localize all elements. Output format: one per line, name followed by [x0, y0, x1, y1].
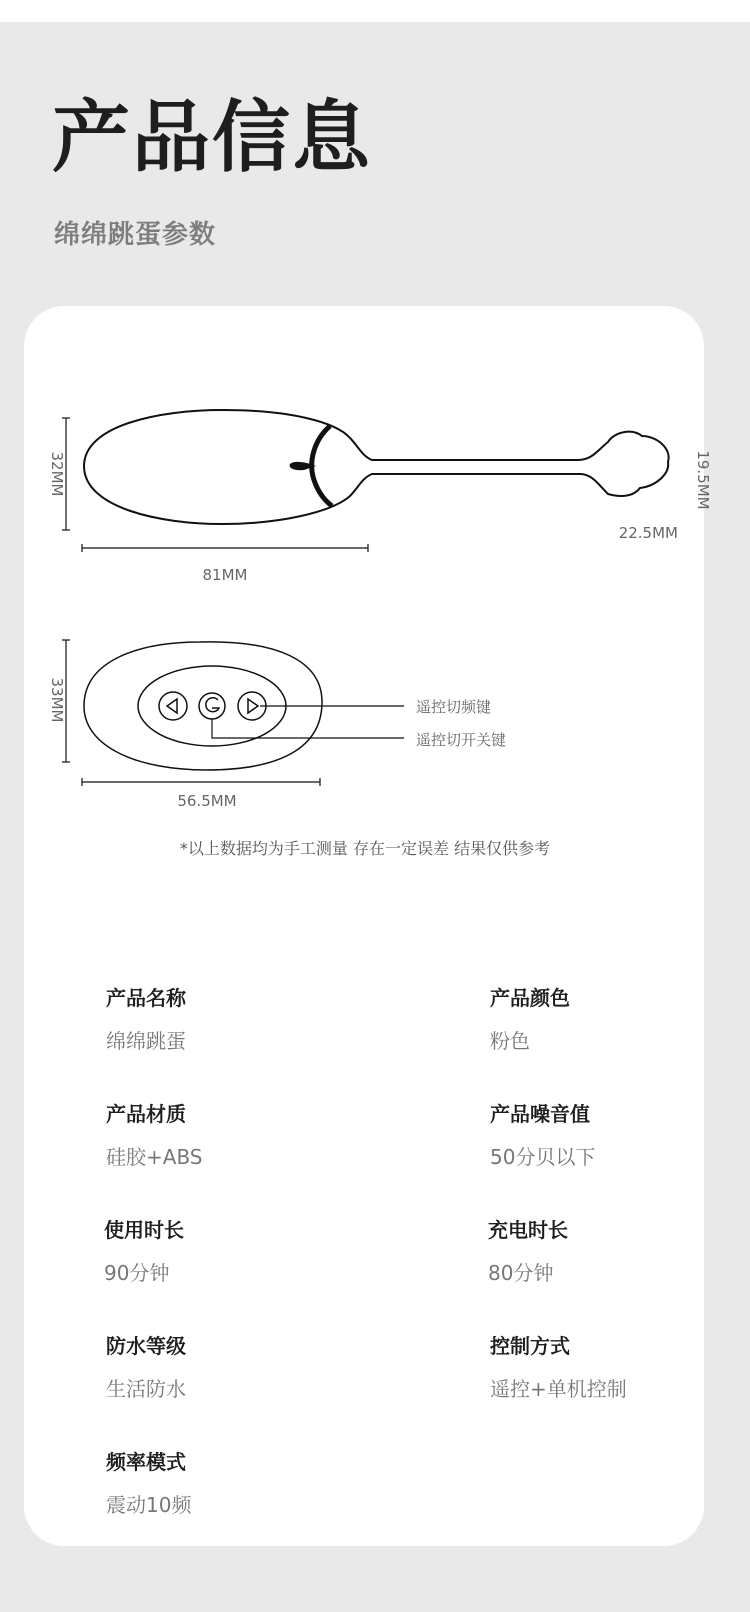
- remote-height-label: 33MM: [48, 677, 66, 723]
- spec-value: 90分钟: [104, 1261, 170, 1285]
- page-subtitle: 绵绵跳蛋参数: [54, 220, 217, 250]
- spec-item: [106, 1098, 203, 1170]
- spec-item: [104, 1214, 184, 1286]
- spec-item: [106, 1446, 191, 1518]
- remote-width-dimension: [82, 778, 320, 786]
- measurement-note: *以上数据均为手工测量 存在一定误差 结果仅供参考: [179, 839, 551, 858]
- spec-label: 防水等级: [106, 1334, 186, 1358]
- prev-button-icon: [159, 692, 187, 720]
- spec-item: [490, 1098, 595, 1170]
- spec-label: 产品颜色: [490, 986, 570, 1010]
- spec-item: [490, 1330, 627, 1402]
- page-title: 产品信息: [52, 93, 373, 183]
- frequency-key-label: 遥控切频键: [416, 698, 492, 716]
- spec-value: 粉色: [490, 1029, 530, 1053]
- power-key-label: 遥控切开关键: [416, 731, 507, 749]
- remote-width-label: 56.5MM: [177, 792, 237, 810]
- egg-length-label: 81MM: [202, 566, 248, 584]
- spec-item: [106, 1330, 186, 1402]
- spec-value: 震动10频: [106, 1493, 192, 1517]
- spec-value: 50分贝以下: [490, 1145, 596, 1169]
- spec-value: 80分钟: [488, 1261, 554, 1285]
- egg-outline: [84, 410, 669, 524]
- spec-label: 频率模式: [106, 1450, 186, 1474]
- spec-item: [488, 1214, 568, 1286]
- spec-value: 绵绵跳蛋: [106, 1029, 186, 1053]
- tail-width-label: 22.5MM: [618, 524, 678, 542]
- egg-length-dimension: [82, 544, 368, 552]
- spec-item: [106, 982, 186, 1054]
- spec-label: 控制方式: [490, 1334, 570, 1358]
- spec-value: 硅胶+ABS: [106, 1145, 203, 1169]
- spec-item: [490, 982, 570, 1054]
- spec-label: 产品材质: [106, 1102, 186, 1126]
- egg-height-label: 32MM: [48, 451, 66, 497]
- spec-value: 生活防水: [106, 1377, 186, 1401]
- spec-label: 产品名称: [106, 986, 186, 1010]
- spec-label: 充电时长: [488, 1218, 568, 1242]
- power-button-icon: [199, 693, 225, 719]
- callout-lines: [212, 706, 404, 738]
- spec-label: 使用时长: [104, 1218, 184, 1242]
- spec-label: 产品噪音值: [490, 1102, 590, 1126]
- spec-value: 遥控+单机控制: [490, 1377, 627, 1401]
- tail-height-label: 19.5MM: [694, 450, 712, 510]
